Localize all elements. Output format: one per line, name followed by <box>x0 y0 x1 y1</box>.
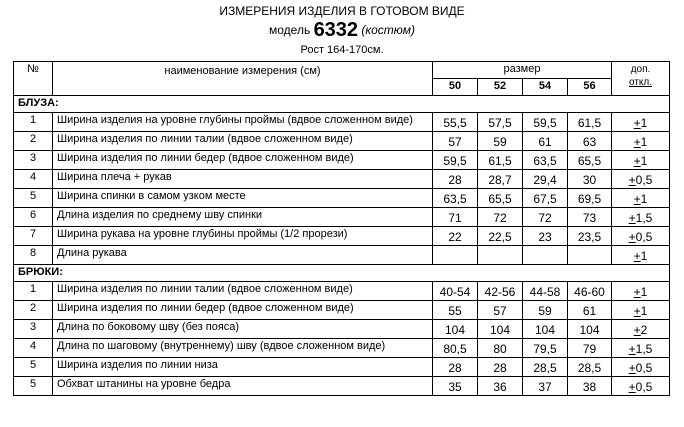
table-row <box>14 358 670 377</box>
size-value: 80 <box>478 339 523 358</box>
row-number: 5 <box>14 189 53 208</box>
row-number: 2 <box>14 132 53 151</box>
plus-minus-sign: + <box>628 230 636 244</box>
size-value: 61,5 <box>478 151 523 170</box>
model-line <box>0 19 684 42</box>
table-row <box>14 282 670 301</box>
size-value: 55 <box>433 301 478 320</box>
tolerance-value: 1,5 <box>635 342 653 356</box>
table-row <box>14 151 670 170</box>
tolerance-cell <box>612 320 670 339</box>
size-value: 29,4 <box>523 170 568 189</box>
tolerance-value: 1,5 <box>635 211 653 225</box>
size-header: 50 <box>433 79 478 96</box>
size-value: 44-58 <box>523 282 568 301</box>
size-value: 57 <box>478 301 523 320</box>
table-row <box>14 208 670 227</box>
document-title: ИЗМЕРЕНИЯ ИЗДЕЛИЯ В ГОТОВОМ ВИДЕ <box>219 4 465 18</box>
tolerance-cell <box>612 282 670 301</box>
size-value: 79 <box>568 339 612 358</box>
size-value <box>433 246 478 265</box>
plus-minus-sign: + <box>628 211 636 225</box>
size-value: 38 <box>568 377 612 396</box>
tolerance-cell <box>612 377 670 396</box>
size-value: 55,5 <box>433 113 478 132</box>
row-number: 1 <box>14 282 53 301</box>
tolerance-value: 2 <box>640 323 648 337</box>
size-value: 59 <box>478 132 523 151</box>
size-header: 52 <box>478 79 523 96</box>
tolerance-cell <box>612 113 670 132</box>
size-value: 28,5 <box>523 358 568 377</box>
model-prefix: модель <box>269 23 311 37</box>
tolerance-cell <box>612 358 670 377</box>
size-value: 61 <box>568 301 612 320</box>
measurement-name: Ширина изделия по линии бедер (вдвое сложенном виде) <box>53 151 433 170</box>
size-value: 28 <box>478 358 523 377</box>
size-value: 40-54 <box>433 282 478 301</box>
size-value: 104 <box>568 320 612 339</box>
size-value: 59,5 <box>523 113 568 132</box>
size-value: 104 <box>433 320 478 339</box>
plus-minus-sign: + <box>633 323 641 337</box>
plus-minus-sign: + <box>633 135 641 149</box>
size-value: 37 <box>523 377 568 396</box>
size-value: 65,5 <box>568 151 612 170</box>
measurement-name: Ширина плеча + рукав <box>53 170 433 189</box>
measurement-name: Длина изделия по среднему шву спинки <box>53 208 433 227</box>
size-value: 23,5 <box>568 227 612 246</box>
tolerance-cell <box>612 189 670 208</box>
measurement-name: Ширина изделия по линии талии (вдвое сложенном виде) <box>53 132 433 151</box>
tolerance-value: 1 <box>640 285 648 299</box>
tolerance-cell <box>612 208 670 227</box>
section-title: БЛУЗА: <box>14 96 670 113</box>
table-row <box>14 132 670 151</box>
section-title: БРЮКИ: <box>14 265 670 282</box>
tolerance-cell <box>612 246 670 265</box>
tolerance-cell <box>612 170 670 189</box>
row-number: 8 <box>14 246 53 265</box>
size-value: 63,5 <box>523 151 568 170</box>
model-note: (костюм) <box>361 23 415 37</box>
measurement-name: Ширина изделия на уровне глубины проймы (вдвое сложенном виде) <box>53 113 433 132</box>
deviation-line1: доп. <box>630 64 651 75</box>
row-number: 4 <box>14 170 53 189</box>
size-value: 28,7 <box>478 170 523 189</box>
tolerance-value: 0,5 <box>635 173 653 187</box>
row-number: 3 <box>14 151 53 170</box>
size-value: 22 <box>433 227 478 246</box>
size-value: 61,5 <box>568 113 612 132</box>
size-value: 30 <box>568 170 612 189</box>
size-value: 59,5 <box>433 151 478 170</box>
size-value: 28,5 <box>568 358 612 377</box>
measurement-name: Ширина изделия по линии бедер (вдвое сложенном виде) <box>53 301 433 320</box>
tolerance-value: 1 <box>640 154 648 168</box>
row-number: 3 <box>14 320 53 339</box>
size-value: 36 <box>478 377 523 396</box>
plus-minus-sign: + <box>633 249 641 263</box>
measurement-name: Ширина изделия по линии низа <box>53 358 433 377</box>
size-header: 54 <box>523 79 568 96</box>
measurements-table <box>13 61 670 396</box>
tolerance-cell <box>612 151 670 170</box>
size-value: 61 <box>523 132 568 151</box>
table-row <box>14 227 670 246</box>
size-value: 69,5 <box>568 189 612 208</box>
row-number: 4 <box>14 339 53 358</box>
table-row <box>14 189 670 208</box>
size-value: 28 <box>433 358 478 377</box>
table-row <box>14 113 670 132</box>
size-value: 59 <box>523 301 568 320</box>
col-header-deviation <box>612 62 670 96</box>
size-value: 71 <box>433 208 478 227</box>
tolerance-value: 1 <box>640 192 648 206</box>
size-value <box>568 246 612 265</box>
plus-minus-sign: + <box>633 116 641 130</box>
table-row <box>14 339 670 358</box>
table-row <box>14 301 670 320</box>
size-value: 63,5 <box>433 189 478 208</box>
col-header-size: размер <box>433 62 612 79</box>
size-value <box>523 246 568 265</box>
height-range: Рост 164-170см. <box>300 44 384 56</box>
plus-minus-sign: + <box>633 192 641 206</box>
size-value: 73 <box>568 208 612 227</box>
tolerance-value: 0,5 <box>635 361 653 375</box>
table-row <box>14 320 670 339</box>
size-value: 42-56 <box>478 282 523 301</box>
size-value: 23 <box>523 227 568 246</box>
size-value: 57,5 <box>478 113 523 132</box>
row-number: 7 <box>14 227 53 246</box>
tolerance-value: 0,5 <box>635 230 653 244</box>
plus-minus-sign: + <box>628 380 636 394</box>
tolerance-value: 1 <box>640 116 648 130</box>
size-value <box>478 246 523 265</box>
size-header: 56 <box>568 79 612 96</box>
row-number: 5 <box>14 358 53 377</box>
size-value: 72 <box>523 208 568 227</box>
size-value: 28 <box>433 170 478 189</box>
section-row <box>14 96 670 113</box>
size-value: 22,5 <box>478 227 523 246</box>
size-value: 63 <box>568 132 612 151</box>
size-value: 57 <box>433 132 478 151</box>
size-value: 80,5 <box>433 339 478 358</box>
plus-minus-sign: + <box>633 304 641 318</box>
row-number: 6 <box>14 208 53 227</box>
size-value: 65,5 <box>478 189 523 208</box>
tolerance-cell <box>612 339 670 358</box>
measurement-name: Длина рукава <box>53 246 433 265</box>
tolerance-value: 0,5 <box>635 380 653 394</box>
size-value: 104 <box>478 320 523 339</box>
size-value: 104 <box>523 320 568 339</box>
size-value: 79,5 <box>523 339 568 358</box>
section-row <box>14 265 670 282</box>
table-row <box>14 170 670 189</box>
plus-minus-sign: + <box>633 285 641 299</box>
tolerance-value: 1 <box>640 135 648 149</box>
row-number: 1 <box>14 113 53 132</box>
measurement-name: Ширина изделия по линии талии (вдвое сложенном виде) <box>53 282 433 301</box>
table-row <box>14 246 670 265</box>
size-value: 46-60 <box>568 282 612 301</box>
measurement-name: Ширина спинки в самом узком месте <box>53 189 433 208</box>
tolerance-value: 1 <box>640 304 648 318</box>
row-number: 2 <box>14 301 53 320</box>
measurement-name: Длина по боковому шву (без пояса) <box>53 320 433 339</box>
tolerance-cell <box>612 227 670 246</box>
measurement-name: Длина по шаговому (внутреннему) шву (вдвое сложенном виде) <box>53 339 433 358</box>
plus-minus-sign: + <box>633 154 641 168</box>
size-value: 67,5 <box>523 189 568 208</box>
size-value: 35 <box>433 377 478 396</box>
measurement-name: Ширина рукава на уровне глубины проймы (1/2 прорези) <box>53 227 433 246</box>
model-number: 6332 <box>313 19 359 41</box>
col-header-num: № <box>14 62 53 96</box>
tolerance-cell <box>612 132 670 151</box>
plus-minus-sign: + <box>628 361 636 375</box>
plus-minus-sign: + <box>628 173 636 187</box>
tolerance-cell <box>612 301 670 320</box>
deviation-line2: откл. <box>629 77 653 88</box>
row-number: 5 <box>14 377 53 396</box>
tolerance-value: 1 <box>640 249 648 263</box>
size-value: 72 <box>478 208 523 227</box>
plus-minus-sign: + <box>628 342 636 356</box>
col-header-name: наименование измерения (см) <box>53 62 433 96</box>
measurement-name: Обхват штанины на уровне бедра <box>53 377 433 396</box>
table-row <box>14 377 670 396</box>
